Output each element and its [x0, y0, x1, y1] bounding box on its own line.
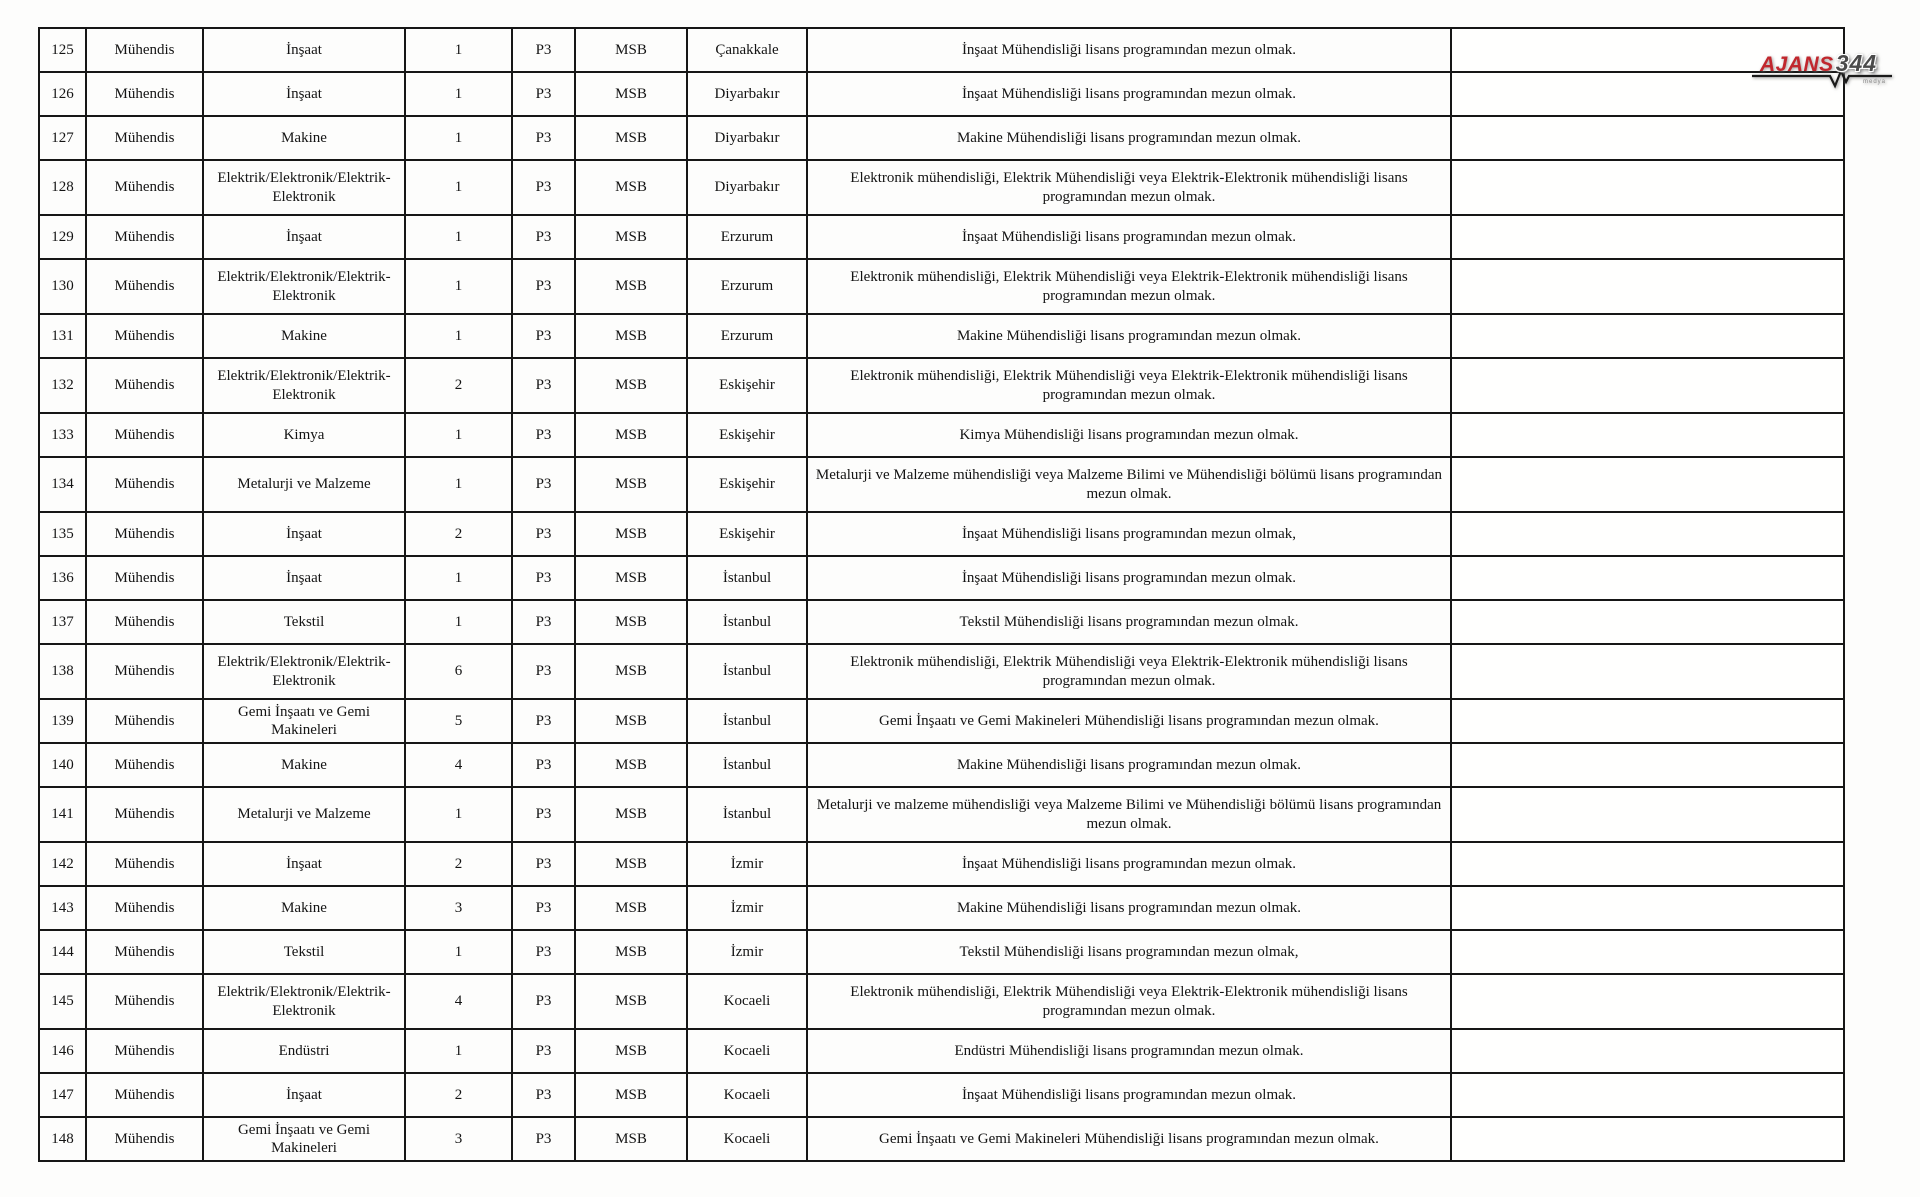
cell-branch: Elektrik/Elektronik/Elektrik-Elektronik	[203, 259, 405, 314]
cell-class: P3	[512, 556, 575, 600]
cell-title: Mühendis	[86, 72, 203, 116]
logo-tagline: medya	[1862, 79, 1886, 85]
cell-branch: Tekstil	[203, 930, 405, 974]
cell-requirement: Metalurji ve malzeme mühendisliği veya Malzeme Bilimi ve Mühendisliği bölümü lisans programından mezun olmak.	[807, 787, 1451, 842]
cell-requirement: Makine Mühendisliği lisans programından mezun olmak.	[807, 743, 1451, 787]
cell-city: İzmir	[687, 842, 807, 886]
cell-no: 141	[39, 787, 86, 842]
cell-branch: Makine	[203, 886, 405, 930]
table-row	[39, 842, 1844, 886]
cell-class: P3	[512, 1029, 575, 1073]
cell-branch: Gemi İnşaatı ve Gemi Makineleri	[203, 1117, 405, 1161]
cell-no: 137	[39, 600, 86, 644]
cell-org: MSB	[575, 930, 687, 974]
cell-blank	[1451, 259, 1844, 314]
cell-branch: Metalurji ve Malzeme	[203, 457, 405, 512]
cell-org: MSB	[575, 259, 687, 314]
cell-org: MSB	[575, 600, 687, 644]
cell-no: 146	[39, 1029, 86, 1073]
table-row	[39, 28, 1844, 72]
cell-branch: Kimya	[203, 413, 405, 457]
cell-org: MSB	[575, 160, 687, 215]
cell-count: 1	[405, 787, 512, 842]
cell-requirement: İnşaat Mühendisliği lisans programından mezun olmak.	[807, 1073, 1451, 1117]
table-row	[39, 1073, 1844, 1117]
cell-count: 1	[405, 930, 512, 974]
cell-branch: İnşaat	[203, 1073, 405, 1117]
cell-count: 1	[405, 215, 512, 259]
logo-text-ajans: AJANS	[1760, 53, 1834, 76]
cell-title: Mühendis	[86, 215, 203, 259]
cell-no: 130	[39, 259, 86, 314]
cell-blank	[1451, 358, 1844, 413]
cell-no: 127	[39, 116, 86, 160]
cell-blank	[1451, 974, 1844, 1029]
cell-city: İzmir	[687, 930, 807, 974]
cell-city: Eskişehir	[687, 457, 807, 512]
cell-class: P3	[512, 413, 575, 457]
cell-branch: İnşaat	[203, 512, 405, 556]
cell-title: Mühendis	[86, 699, 203, 743]
table-row	[39, 743, 1844, 787]
cell-class: P3	[512, 1073, 575, 1117]
cell-title: Mühendis	[86, 886, 203, 930]
cell-title: Mühendis	[86, 787, 203, 842]
cell-no: 142	[39, 842, 86, 886]
cell-branch: Metalurji ve Malzeme	[203, 787, 405, 842]
cell-org: MSB	[575, 1029, 687, 1073]
cell-title: Mühendis	[86, 1073, 203, 1117]
cell-branch: İnşaat	[203, 72, 405, 116]
cell-branch: Makine	[203, 116, 405, 160]
cell-blank	[1451, 1029, 1844, 1073]
cell-requirement: Metalurji ve Malzeme mühendisliği veya Malzeme Bilimi ve Mühendisliği bölümü lisans programından mezun olmak.	[807, 457, 1451, 512]
cell-org: MSB	[575, 842, 687, 886]
table-row	[39, 215, 1844, 259]
cell-org: MSB	[575, 556, 687, 600]
table-row	[39, 699, 1844, 743]
cell-org: MSB	[575, 699, 687, 743]
cell-count: 1	[405, 160, 512, 215]
cell-org: MSB	[575, 413, 687, 457]
cell-no: 145	[39, 974, 86, 1029]
cell-requirement: Makine Mühendisliği lisans programından mezun olmak.	[807, 116, 1451, 160]
cell-branch: İnşaat	[203, 28, 405, 72]
cell-count: 1	[405, 413, 512, 457]
cell-city: İstanbul	[687, 600, 807, 644]
cell-title: Mühendis	[86, 930, 203, 974]
table-row	[39, 259, 1844, 314]
cell-blank	[1451, 787, 1844, 842]
cell-count: 4	[405, 974, 512, 1029]
cell-city: Eskişehir	[687, 512, 807, 556]
cell-org: MSB	[575, 358, 687, 413]
table-row	[39, 787, 1844, 842]
table-row	[39, 160, 1844, 215]
cell-class: P3	[512, 512, 575, 556]
cell-class: P3	[512, 314, 575, 358]
cell-count: 2	[405, 358, 512, 413]
cell-class: P3	[512, 699, 575, 743]
cell-city: Erzurum	[687, 215, 807, 259]
table-row	[39, 457, 1844, 512]
cell-blank	[1451, 556, 1844, 600]
cell-title: Mühendis	[86, 644, 203, 699]
cell-requirement: Gemi İnşaatı ve Gemi Makineleri Mühendisliği lisans programından mezun olmak.	[807, 699, 1451, 743]
cell-class: P3	[512, 358, 575, 413]
cell-title: Mühendis	[86, 457, 203, 512]
cell-no: 133	[39, 413, 86, 457]
cell-title: Mühendis	[86, 842, 203, 886]
cell-org: MSB	[575, 215, 687, 259]
cell-class: P3	[512, 974, 575, 1029]
cell-class: P3	[512, 886, 575, 930]
cell-no: 134	[39, 457, 86, 512]
cell-class: P3	[512, 215, 575, 259]
cell-org: MSB	[575, 512, 687, 556]
cell-blank	[1451, 743, 1844, 787]
cell-count: 3	[405, 886, 512, 930]
table-row	[39, 116, 1844, 160]
cell-count: 2	[405, 842, 512, 886]
cell-title: Mühendis	[86, 1029, 203, 1073]
cell-class: P3	[512, 1117, 575, 1161]
cell-branch: İnşaat	[203, 215, 405, 259]
cell-blank	[1451, 699, 1844, 743]
table-row	[39, 358, 1844, 413]
cell-requirement: Elektronik mühendisliği, Elektrik Mühendisliği veya Elektrik-Elektronik mühendisliği lisans programından mezun olmak.	[807, 358, 1451, 413]
table-row	[39, 600, 1844, 644]
cell-count: 4	[405, 743, 512, 787]
cell-city: İstanbul	[687, 743, 807, 787]
cell-no: 128	[39, 160, 86, 215]
cell-requirement: İnşaat Mühendisliği lisans programından mezun olmak.	[807, 556, 1451, 600]
cell-count: 1	[405, 116, 512, 160]
cell-blank	[1451, 644, 1844, 699]
cell-city: Diyarbakır	[687, 160, 807, 215]
cell-org: MSB	[575, 886, 687, 930]
cell-requirement: Tekstil Mühendisliği lisans programından mezun olmak,	[807, 930, 1451, 974]
cell-no: 135	[39, 512, 86, 556]
cell-class: P3	[512, 72, 575, 116]
cell-requirement: İnşaat Mühendisliği lisans programından mezun olmak.	[807, 842, 1451, 886]
cell-title: Mühendis	[86, 743, 203, 787]
cell-org: MSB	[575, 787, 687, 842]
cell-org: MSB	[575, 743, 687, 787]
cell-blank	[1451, 600, 1844, 644]
cell-org: MSB	[575, 1073, 687, 1117]
cell-class: P3	[512, 743, 575, 787]
cell-no: 148	[39, 1117, 86, 1161]
table-row	[39, 644, 1844, 699]
cell-blank	[1451, 457, 1844, 512]
table-row	[39, 886, 1844, 930]
table-row	[39, 974, 1844, 1029]
table-row	[39, 1029, 1844, 1073]
table-row	[39, 413, 1844, 457]
cell-city: Kocaeli	[687, 1029, 807, 1073]
cell-class: P3	[512, 842, 575, 886]
cell-no: 139	[39, 699, 86, 743]
cell-class: P3	[512, 259, 575, 314]
table-row	[39, 512, 1844, 556]
cell-title: Mühendis	[86, 413, 203, 457]
cell-title: Mühendis	[86, 600, 203, 644]
cell-title: Mühendis	[86, 1117, 203, 1161]
cell-blank	[1451, 215, 1844, 259]
cell-blank	[1451, 930, 1844, 974]
cell-org: MSB	[575, 28, 687, 72]
cell-class: P3	[512, 787, 575, 842]
cell-no: 125	[39, 28, 86, 72]
cell-city: Eskişehir	[687, 358, 807, 413]
cell-city: Diyarbakır	[687, 116, 807, 160]
cell-no: 144	[39, 930, 86, 974]
cell-count: 1	[405, 314, 512, 358]
cell-blank	[1451, 314, 1844, 358]
cell-class: P3	[512, 644, 575, 699]
cell-city: Erzurum	[687, 314, 807, 358]
cell-branch: Makine	[203, 743, 405, 787]
cell-branch: Makine	[203, 314, 405, 358]
cell-branch: Elektrik/Elektronik/Elektrik-Elektronik	[203, 358, 405, 413]
cell-class: P3	[512, 28, 575, 72]
ajans344-logo	[1752, 48, 1892, 92]
cell-org: MSB	[575, 974, 687, 1029]
cell-no: 129	[39, 215, 86, 259]
cell-requirement: İnşaat Mühendisliği lisans programından mezun olmak,	[807, 512, 1451, 556]
cell-org: MSB	[575, 457, 687, 512]
cell-branch: Gemi İnşaatı ve Gemi Makineleri	[203, 699, 405, 743]
cell-title: Mühendis	[86, 512, 203, 556]
cell-requirement: Gemi İnşaatı ve Gemi Makineleri Mühendisliği lisans programından mezun olmak.	[807, 1117, 1451, 1161]
cell-blank	[1451, 842, 1844, 886]
cell-blank	[1451, 512, 1844, 556]
cell-city: Kocaeli	[687, 1073, 807, 1117]
cell-branch: Elektrik/Elektronik/Elektrik-Elektronik	[203, 974, 405, 1029]
cell-count: 3	[405, 1117, 512, 1161]
cell-branch: İnşaat	[203, 842, 405, 886]
cell-class: P3	[512, 457, 575, 512]
cell-class: P3	[512, 160, 575, 215]
cell-title: Mühendis	[86, 314, 203, 358]
cell-count: 1	[405, 28, 512, 72]
cell-count: 2	[405, 512, 512, 556]
cell-title: Mühendis	[86, 259, 203, 314]
cell-blank	[1451, 413, 1844, 457]
cell-org: MSB	[575, 644, 687, 699]
cell-no: 143	[39, 886, 86, 930]
cell-requirement: Endüstri Mühendisliği lisans programından mezun olmak.	[807, 1029, 1451, 1073]
cell-blank	[1451, 116, 1844, 160]
cell-title: Mühendis	[86, 160, 203, 215]
cell-count: 1	[405, 457, 512, 512]
cell-count: 6	[405, 644, 512, 699]
cell-requirement: Makine Mühendisliği lisans programından mezun olmak.	[807, 886, 1451, 930]
cell-city: Çanakkale	[687, 28, 807, 72]
cell-count: 1	[405, 556, 512, 600]
cell-no: 138	[39, 644, 86, 699]
table-row	[39, 314, 1844, 358]
cell-requirement: Elektronik mühendisliği, Elektrik Mühendisliği veya Elektrik-Elektronik mühendisliği lisans programından mezun olmak.	[807, 160, 1451, 215]
cell-requirement: Kimya Mühendisliği lisans programından mezun olmak.	[807, 413, 1451, 457]
cell-title: Mühendis	[86, 556, 203, 600]
cell-city: İstanbul	[687, 787, 807, 842]
table-row	[39, 930, 1844, 974]
cell-title: Mühendis	[86, 28, 203, 72]
cell-branch: Tekstil	[203, 600, 405, 644]
cell-class: P3	[512, 930, 575, 974]
cell-branch: Elektrik/Elektronik/Elektrik-Elektronik	[203, 160, 405, 215]
table-row	[39, 72, 1844, 116]
cell-requirement: Elektronik mühendisliği, Elektrik Mühendisliği veya Elektrik-Elektronik mühendisliği lisans programından mezun olmak.	[807, 644, 1451, 699]
table-row	[39, 556, 1844, 600]
cell-org: MSB	[575, 72, 687, 116]
cell-requirement: İnşaat Mühendisliği lisans programından mezun olmak.	[807, 72, 1451, 116]
cell-blank	[1451, 1117, 1844, 1161]
cell-city: İzmir	[687, 886, 807, 930]
cell-no: 131	[39, 314, 86, 358]
cell-blank	[1451, 1073, 1844, 1117]
cell-org: MSB	[575, 116, 687, 160]
cell-city: Kocaeli	[687, 974, 807, 1029]
cell-requirement: Elektronik mühendisliği, Elektrik Mühendisliği veya Elektrik-Elektronik mühendisliği lisans programından mezun olmak.	[807, 259, 1451, 314]
cell-class: P3	[512, 600, 575, 644]
cell-count: 2	[405, 1073, 512, 1117]
cell-no: 132	[39, 358, 86, 413]
cell-requirement: Makine Mühendisliği lisans programından mezun olmak.	[807, 314, 1451, 358]
cell-branch: İnşaat	[203, 556, 405, 600]
cell-title: Mühendis	[86, 974, 203, 1029]
cell-city: Kocaeli	[687, 1117, 807, 1161]
vacancy-table	[38, 27, 1845, 1162]
cell-branch: Endüstri	[203, 1029, 405, 1073]
cell-title: Mühendis	[86, 358, 203, 413]
cell-city: Erzurum	[687, 259, 807, 314]
cell-org: MSB	[575, 314, 687, 358]
cell-count: 1	[405, 259, 512, 314]
cell-requirement: Tekstil Mühendisliği lisans programından mezun olmak.	[807, 600, 1451, 644]
cell-requirement: İnşaat Mühendisliği lisans programından mezun olmak.	[807, 215, 1451, 259]
cell-no: 126	[39, 72, 86, 116]
cell-no: 136	[39, 556, 86, 600]
cell-city: Diyarbakır	[687, 72, 807, 116]
cell-city: Eskişehir	[687, 413, 807, 457]
cell-org: MSB	[575, 1117, 687, 1161]
cell-title: Mühendis	[86, 116, 203, 160]
cell-count: 1	[405, 1029, 512, 1073]
cell-no: 140	[39, 743, 86, 787]
cell-no: 147	[39, 1073, 86, 1117]
cell-blank	[1451, 160, 1844, 215]
cell-city: İstanbul	[687, 644, 807, 699]
cell-requirement: Elektronik mühendisliği, Elektrik Mühendisliği veya Elektrik-Elektronik mühendisliği lisans programından mezun olmak.	[807, 974, 1451, 1029]
cell-class: P3	[512, 116, 575, 160]
cell-blank	[1451, 886, 1844, 930]
cell-city: İstanbul	[687, 699, 807, 743]
table-row	[39, 1117, 1844, 1161]
cell-count: 1	[405, 600, 512, 644]
cell-city: İstanbul	[687, 556, 807, 600]
logo-text-344: 344	[1835, 50, 1878, 76]
cell-branch: Elektrik/Elektronik/Elektrik-Elektronik	[203, 644, 405, 699]
cell-requirement: İnşaat Mühendisliği lisans programından mezun olmak.	[807, 28, 1451, 72]
cell-count: 5	[405, 699, 512, 743]
cell-count: 1	[405, 72, 512, 116]
